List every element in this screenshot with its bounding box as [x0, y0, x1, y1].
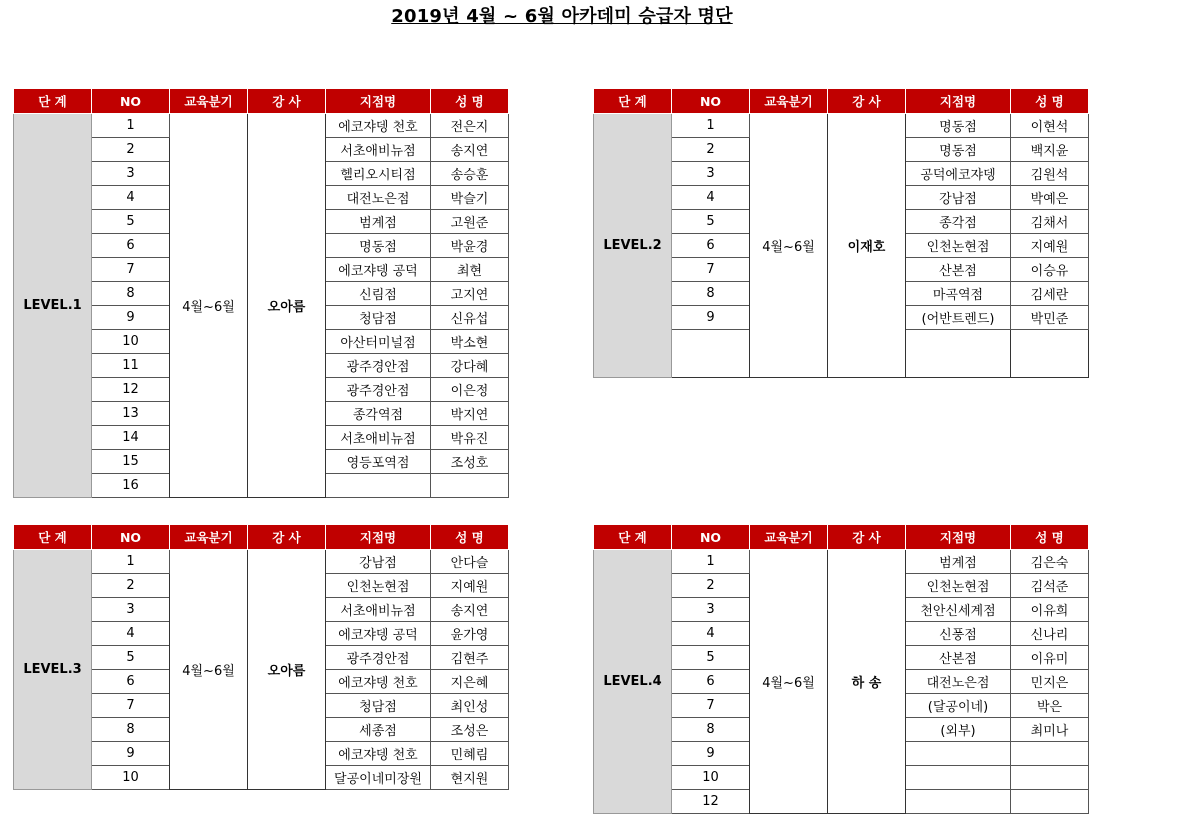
name-cell: 고원준: [431, 210, 509, 234]
name-cell: 박지연: [431, 402, 509, 426]
teacher-cell: 이재호: [828, 114, 906, 378]
branch-cell: 에코쟈뎅 천호: [326, 114, 431, 138]
branch-cell: 인천논현점: [906, 234, 1011, 258]
branch-cell: 공덕에코쟈뎅: [906, 162, 1011, 186]
branch-cell: 명동점: [906, 114, 1011, 138]
name-cell: 김석준: [1011, 574, 1089, 598]
branch-cell: 명동점: [906, 138, 1011, 162]
header-no: NO: [92, 89, 170, 114]
name-cell: 송승훈: [431, 162, 509, 186]
name-cell: 김채서: [1011, 210, 1089, 234]
name-cell: 박민준: [1011, 306, 1089, 330]
term-cell: 4월~6월: [750, 550, 828, 814]
roster-table-level-4: [593, 524, 1089, 814]
branch-cell: 강남점: [906, 186, 1011, 210]
header-level: 단 계: [14, 89, 92, 114]
row-number: 6: [672, 670, 750, 694]
name-cell: 신나리: [1011, 622, 1089, 646]
teacher-cell: 하 송: [828, 550, 906, 814]
header-branch: 지점명: [906, 525, 1011, 550]
row-number: 7: [672, 694, 750, 718]
branch-cell: 청담점: [326, 694, 431, 718]
row-number: 5: [92, 210, 170, 234]
row-number: 12: [92, 378, 170, 402]
branch-cell: [906, 766, 1011, 790]
branch-cell: 종각역점: [326, 402, 431, 426]
row-number: 15: [92, 450, 170, 474]
row-number: 9: [92, 306, 170, 330]
header-branch: 지점명: [326, 89, 431, 114]
row-number: 5: [672, 646, 750, 670]
header-row: [594, 525, 1089, 550]
header-name: 성 명: [1011, 525, 1089, 550]
name-cell: 이승유: [1011, 258, 1089, 282]
roster-table-level-3: [13, 524, 509, 790]
name-cell: 박예은: [1011, 186, 1089, 210]
branch-cell: 산본점: [906, 646, 1011, 670]
branch-cell: [326, 474, 431, 498]
name-cell: 백지윤: [1011, 138, 1089, 162]
header-teacher: 강 사: [828, 525, 906, 550]
row-number: 7: [92, 694, 170, 718]
row-number: 1: [672, 550, 750, 574]
level-cell: LEVEL.4: [594, 550, 672, 814]
level-cell: LEVEL.1: [14, 114, 92, 498]
name-cell: 강다혜: [431, 354, 509, 378]
header-term: 교육분기: [170, 89, 248, 114]
row-number: 8: [672, 718, 750, 742]
row-number: 4: [92, 186, 170, 210]
name-cell: [1011, 330, 1089, 378]
row-number: 9: [672, 742, 750, 766]
branch-cell: 범계점: [326, 210, 431, 234]
header-teacher: 강 사: [248, 525, 326, 550]
row-number: 10: [672, 766, 750, 790]
branch-cell: 서초애비뉴점: [326, 426, 431, 450]
branch-cell: 강남점: [326, 550, 431, 574]
table-row: [14, 550, 509, 574]
name-cell: 고지연: [431, 282, 509, 306]
branch-cell: 영등포역점: [326, 450, 431, 474]
header-teacher: 강 사: [248, 89, 326, 114]
header-no: NO: [92, 525, 170, 550]
name-cell: 김세란: [1011, 282, 1089, 306]
roster-table-level-2: [593, 88, 1089, 378]
header-name: 성 명: [431, 89, 509, 114]
name-cell: 민혜림: [431, 742, 509, 766]
table-row: [594, 550, 1089, 574]
header-teacher: 강 사: [828, 89, 906, 114]
branch-cell: 산본점: [906, 258, 1011, 282]
header-level: 단 계: [14, 525, 92, 550]
branch-cell: 범계점: [906, 550, 1011, 574]
branch-cell: 천안신세계점: [906, 598, 1011, 622]
branch-cell: 헬리오시티점: [326, 162, 431, 186]
branch-cell: 에코쟈뎅 천호: [326, 670, 431, 694]
branch-cell: 서초애비뉴점: [326, 598, 431, 622]
branch-cell: (어반트렌드): [906, 306, 1011, 330]
row-number: 11: [92, 354, 170, 378]
name-cell: 김현주: [431, 646, 509, 670]
branch-cell: [906, 742, 1011, 766]
row-number: 16: [92, 474, 170, 498]
name-cell: 송지연: [431, 598, 509, 622]
row-number: 6: [672, 234, 750, 258]
name-cell: 조성은: [431, 718, 509, 742]
row-number: 10: [92, 330, 170, 354]
name-cell: 조성호: [431, 450, 509, 474]
name-cell: 안다슬: [431, 550, 509, 574]
name-cell: 김은숙: [1011, 550, 1089, 574]
row-number: 5: [672, 210, 750, 234]
branch-cell: 세종점: [326, 718, 431, 742]
term-cell: 4월~6월: [170, 550, 248, 790]
branch-cell: (외부): [906, 718, 1011, 742]
branch-cell: 명동점: [326, 234, 431, 258]
level-cell: LEVEL.3: [14, 550, 92, 790]
row-number: 3: [92, 162, 170, 186]
branch-cell: 에코쟈뎅 공덕: [326, 622, 431, 646]
row-number: 4: [92, 622, 170, 646]
row-number: 12: [672, 790, 750, 814]
name-cell: 김원석: [1011, 162, 1089, 186]
branch-cell: 에코쟈뎅 천호: [326, 742, 431, 766]
term-cell: 4월~6월: [170, 114, 248, 498]
row-number: 2: [92, 574, 170, 598]
branch-cell: 청담점: [326, 306, 431, 330]
name-cell: 박은: [1011, 694, 1089, 718]
name-cell: 이유희: [1011, 598, 1089, 622]
branch-cell: 아산터미널점: [326, 330, 431, 354]
header-level: 단 계: [594, 89, 672, 114]
branch-cell: 마곡역점: [906, 282, 1011, 306]
name-cell: 전은지: [431, 114, 509, 138]
name-cell: 박유진: [431, 426, 509, 450]
branch-cell: 광주경안점: [326, 354, 431, 378]
header-name: 성 명: [431, 525, 509, 550]
header-row: [14, 525, 509, 550]
name-cell: 최현: [431, 258, 509, 282]
row-number: 13: [92, 402, 170, 426]
row-number: 9: [92, 742, 170, 766]
header-row: [594, 89, 1089, 114]
header-row: [14, 89, 509, 114]
row-number: 8: [92, 282, 170, 306]
row-number: 2: [672, 574, 750, 598]
row-number: 8: [672, 282, 750, 306]
teacher-cell: 오아름: [248, 114, 326, 498]
row-number: 9: [672, 306, 750, 330]
table-row: [14, 114, 509, 138]
row-number: 3: [92, 598, 170, 622]
row-number: 3: [672, 162, 750, 186]
branch-cell: 에코쟈뎅 공덕: [326, 258, 431, 282]
name-cell: 민지은: [1011, 670, 1089, 694]
name-cell: 이은정: [431, 378, 509, 402]
table-row: [594, 114, 1089, 138]
row-number: 1: [672, 114, 750, 138]
name-cell: 윤가영: [431, 622, 509, 646]
branch-cell: 대전노은점: [906, 670, 1011, 694]
header-no: NO: [672, 89, 750, 114]
header-name: 성 명: [1011, 89, 1089, 114]
name-cell: 최인성: [431, 694, 509, 718]
name-cell: 신유섭: [431, 306, 509, 330]
branch-cell: 신림점: [326, 282, 431, 306]
header-term: 교육분기: [750, 89, 828, 114]
row-number: 6: [92, 670, 170, 694]
name-cell: [1011, 790, 1089, 814]
row-number: 1: [92, 114, 170, 138]
branch-cell: [906, 330, 1011, 378]
row-number: 6: [92, 234, 170, 258]
row-number: 5: [92, 646, 170, 670]
branch-cell: 인천논현점: [326, 574, 431, 598]
term-cell: 4월~6월: [750, 114, 828, 378]
name-cell: 현지원: [431, 766, 509, 790]
branch-cell: 달공이네미장원: [326, 766, 431, 790]
header-level: 단 계: [594, 525, 672, 550]
name-cell: [1011, 766, 1089, 790]
header-branch: 지점명: [906, 89, 1011, 114]
name-cell: 박슬기: [431, 186, 509, 210]
row-number: 14: [92, 426, 170, 450]
name-cell: 지예원: [1011, 234, 1089, 258]
row-number: 2: [92, 138, 170, 162]
page-title: 2019년 4월 ~ 6월 아카데미 승급자 명단: [391, 6, 733, 27]
row-number: 3: [672, 598, 750, 622]
branch-cell: 서초애비뉴점: [326, 138, 431, 162]
teacher-cell: 오아름: [248, 550, 326, 790]
name-cell: 송지연: [431, 138, 509, 162]
row-number: 1: [92, 550, 170, 574]
row-number: 8: [92, 718, 170, 742]
name-cell: 박윤경: [431, 234, 509, 258]
name-cell: [431, 474, 509, 498]
name-cell: 지은혜: [431, 670, 509, 694]
branch-cell: 광주경안점: [326, 378, 431, 402]
name-cell: 이현석: [1011, 114, 1089, 138]
branch-cell: [906, 790, 1011, 814]
header-term: 교육분기: [750, 525, 828, 550]
level-cell: LEVEL.2: [594, 114, 672, 378]
branch-cell: (달공이네): [906, 694, 1011, 718]
row-number: [672, 330, 750, 378]
row-number: 10: [92, 766, 170, 790]
row-number: 4: [672, 186, 750, 210]
branch-cell: 종각점: [906, 210, 1011, 234]
row-number: 4: [672, 622, 750, 646]
row-number: 2: [672, 138, 750, 162]
roster-table-level-1: [13, 88, 509, 498]
name-cell: 박소현: [431, 330, 509, 354]
branch-cell: 대전노은점: [326, 186, 431, 210]
name-cell: 지예원: [431, 574, 509, 598]
branch-cell: 광주경안점: [326, 646, 431, 670]
name-cell: [1011, 742, 1089, 766]
row-number: 7: [92, 258, 170, 282]
header-no: NO: [672, 525, 750, 550]
branch-cell: 인천논현점: [906, 574, 1011, 598]
branch-cell: 신풍점: [906, 622, 1011, 646]
name-cell: 이유미: [1011, 646, 1089, 670]
header-term: 교육분기: [170, 525, 248, 550]
header-branch: 지점명: [326, 525, 431, 550]
name-cell: 최미나: [1011, 718, 1089, 742]
row-number: 7: [672, 258, 750, 282]
